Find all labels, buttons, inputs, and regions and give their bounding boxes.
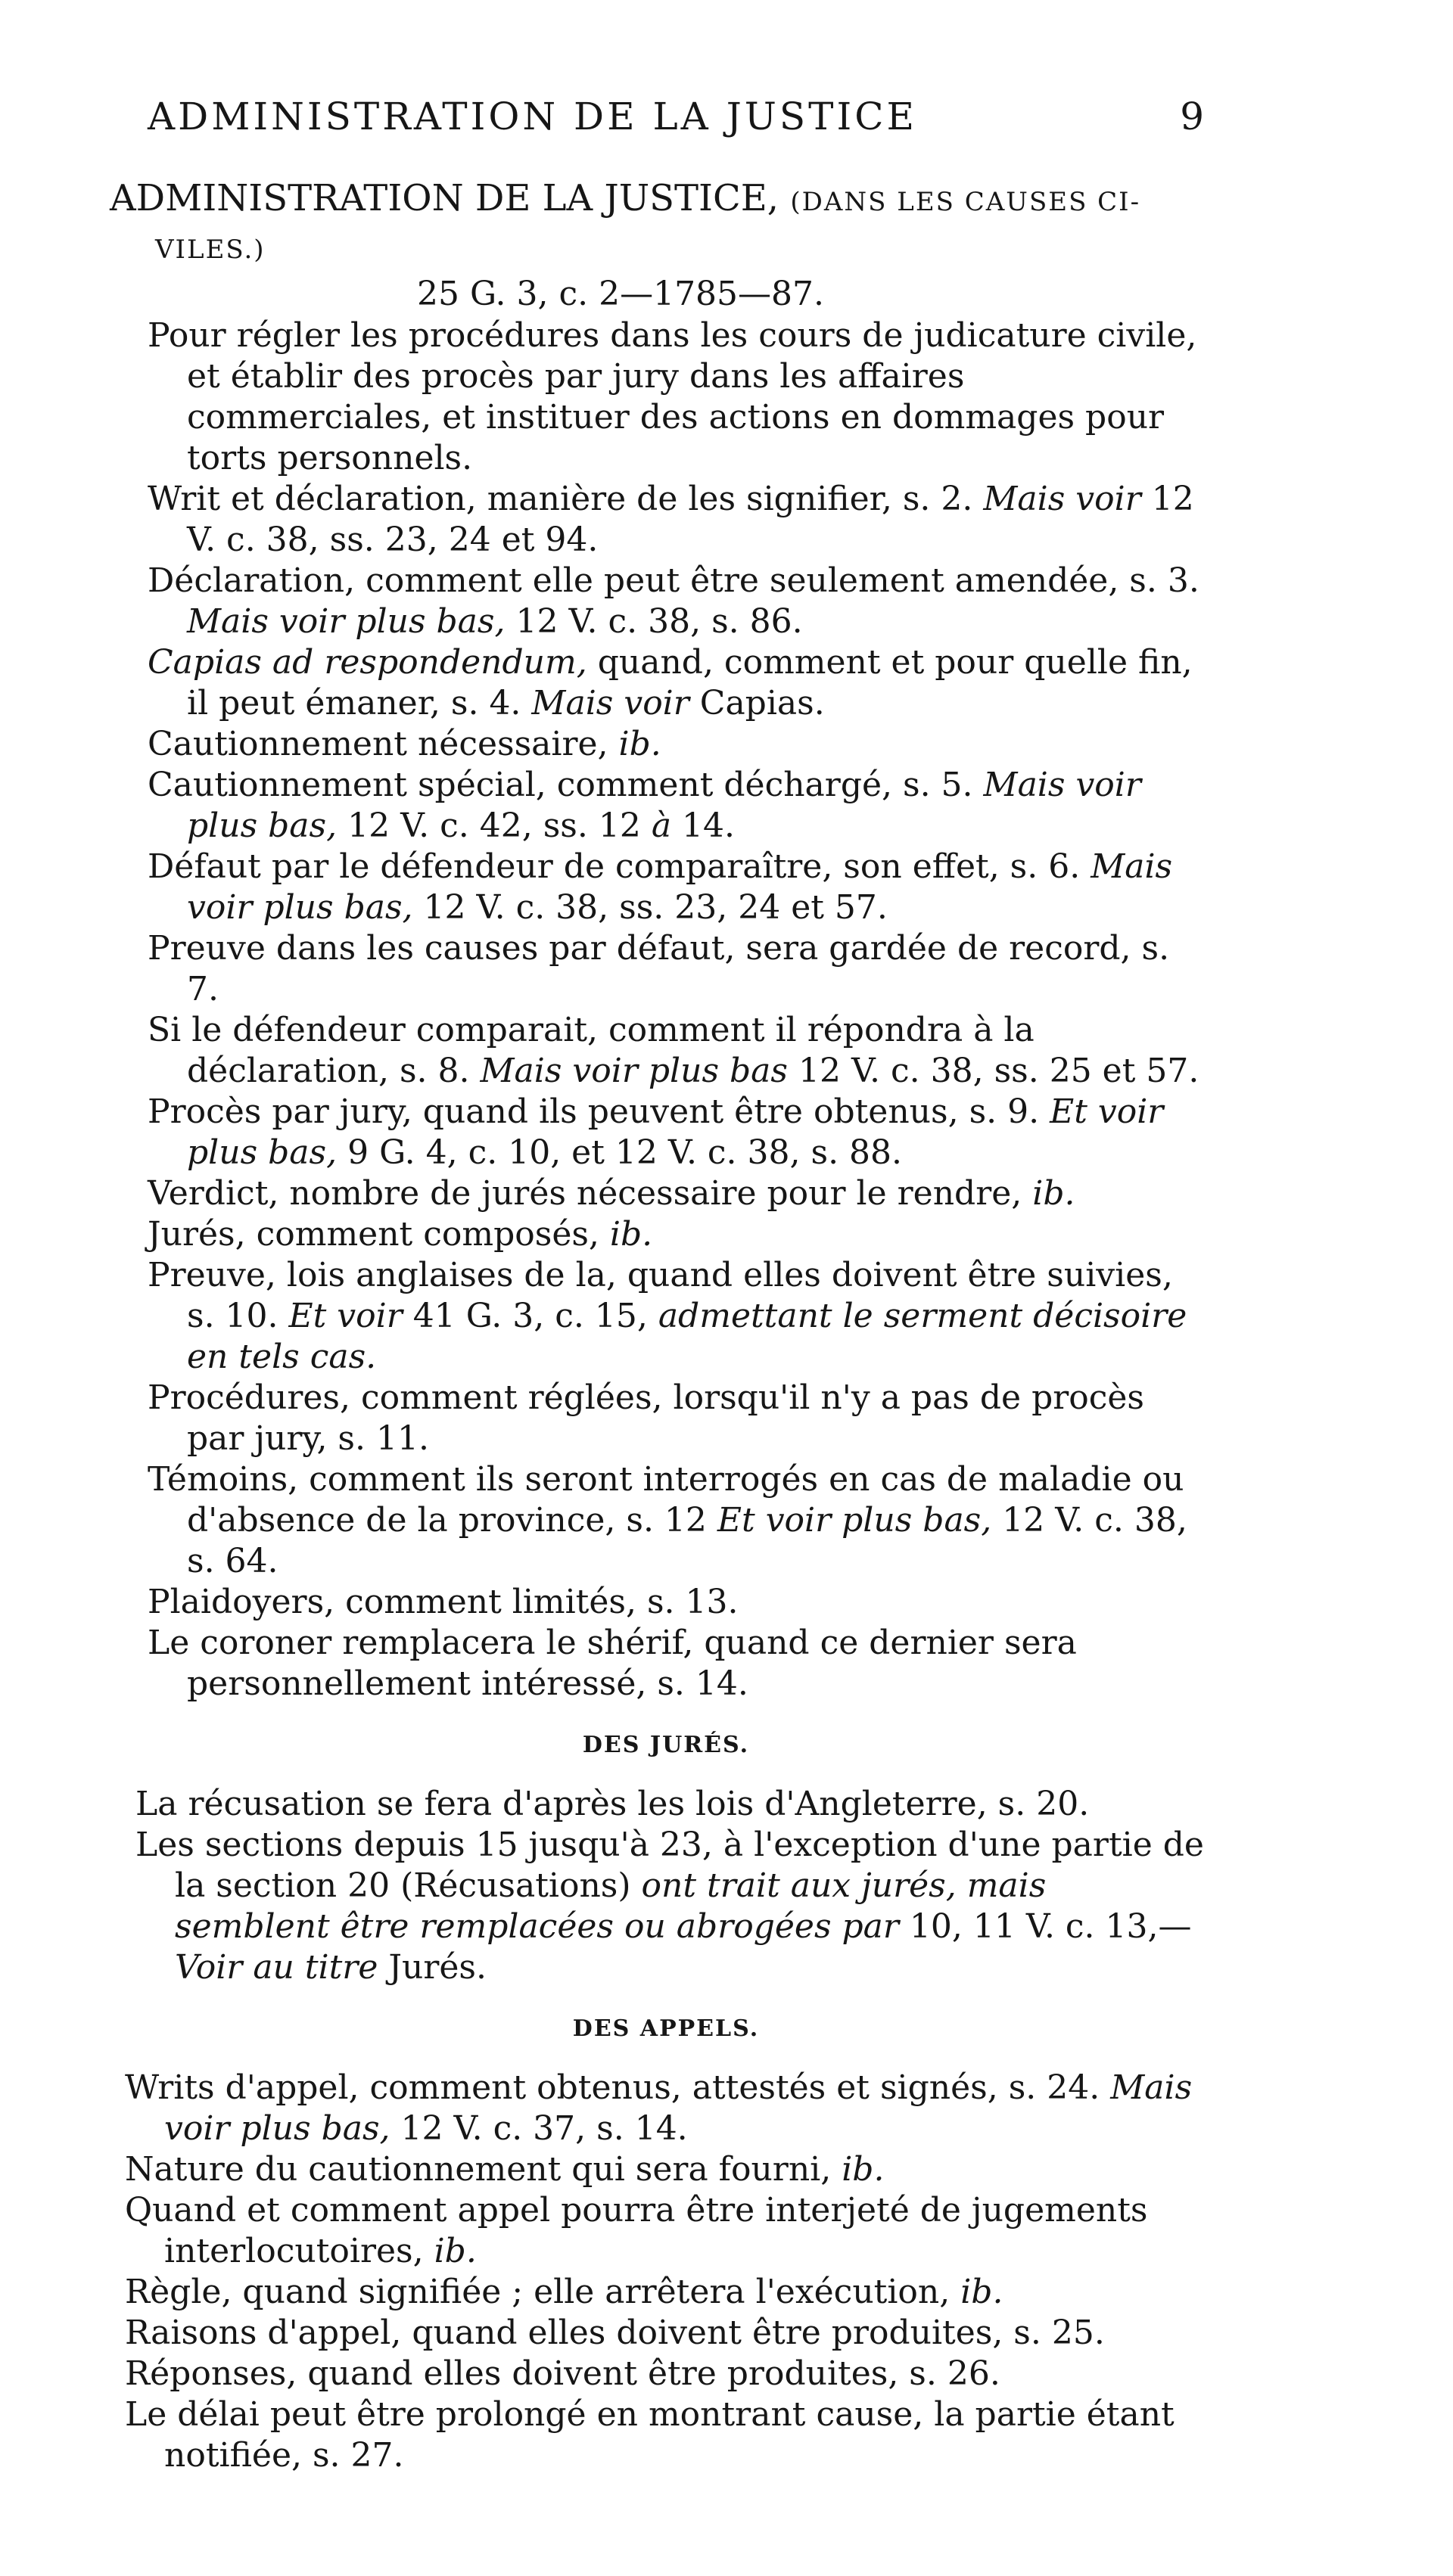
entry-text: 12 V. c. 38, ss. 23, 24 et 57. [412,888,888,927]
entry-text: Plaidoyers, comment limités, s. 13. [148,1583,739,1621]
entry-text: Le délai peut être prolongé en montrant cause, la partie étant notifiée, s. 27. [125,2395,1175,2475]
entry-italic-text: ont trait aux jurés, mais semblent être remplacées ou abrogées par [175,1866,1047,1946]
entry-text: Témoins, comment ils seront interrogés en cas de maladie ou d'absence de la province, s. 12 [148,1460,1184,1540]
index-entry [125,2068,1207,2149]
entry-text: 12 V. c. 42, ss. 12 [337,806,652,845]
entries-list-jures [125,1784,1207,1988]
entry-text: Déclaration, comment elle peut être seulement amendée, s. 3. [148,561,1199,600]
index-entry [148,315,1207,479]
entry-text: Pour régler les procédures dans les cours de judicature civile, et établir des procès par jury dans les affaires commerciales, et instituer des actions en dommages pour torts personnels. [148,316,1197,477]
entries-list-main [125,315,1207,1704]
index-entry [148,642,1207,724]
entry-text: Preuve, lois anglaises de la, quand elles doivent être suivies, s. 10. [148,1256,1173,1335]
index-entry [125,2149,1207,2190]
entry-italic-text: Et voir plus bas, [717,1501,992,1540]
index-entry [135,1784,1207,1825]
entry-text: Jurés. [378,1948,487,1987]
entry-italic-text: à [651,806,672,845]
entry-text: Nature du cautionnement qui sera fourni, [125,2150,842,2189]
entry-text: Preuve dans les causes par défaut, sera gardée de record, s. 7. [148,929,1170,1008]
index-entry [125,2272,1207,2313]
entry-italic-text: ib. [609,1215,653,1254]
entry-text: 10, 11 V. c. 13,— [898,1907,1192,1946]
entry-text: 12 V. c. 38, ss. 23, 24 et 94. [187,480,1194,559]
entry-italic-text: Voir au titre [175,1948,378,1987]
entry-italic-text: Mais voir [531,684,689,722]
entry-text: Réponses, quand elles doivent être produites, s. 26. [125,2354,1000,2393]
entry-text: 12 V. c. 38, ss. 25 et 57. [787,1052,1199,1090]
entry-italic-text: Mais voir plus bas, [164,2068,1193,2148]
index-entry [148,847,1207,928]
index-entry [148,1582,1207,1623]
entry-text: 9 G. 4, c. 10, et 12 V. c. 38, s. 88. [337,1133,903,1172]
entry-italic-text: ib. [434,2232,477,2270]
statute-reference: 25 G. 3, c. 2—1785—87. [416,275,825,313]
index-entry [148,1378,1207,1459]
entry-text: Jurés, comment composés, [148,1215,610,1254]
entry-italic-text: ib. [842,2150,885,2189]
entry-text: quand, comment et pour quelle fin, il peut émaner, s. 4. [187,643,1193,722]
entry-text: Procès par jury, quand ils peuvent être obtenus, s. 9. [148,1092,1050,1131]
index-entry [125,2190,1207,2272]
entry-italic-text: Mais voir plus bas, [187,847,1173,927]
heading-des-appels: DES APPELS. [572,2015,760,2042]
entry-text: Capias. [689,684,825,722]
entry-italic-text: Et voir [288,1297,403,1335]
index-entry [148,928,1207,1010]
section-title-subtitle: (DANS LES CAUSES CI- [790,187,1141,217]
entry-italic-text: Et voir plus bas, [187,1092,1164,1172]
index-entry [148,1092,1207,1173]
entry-text: 12 V. c. 37, s. 14. [390,2109,688,2148]
entry-text: 14. [671,806,736,845]
entry-text: 12 V. c. 38, s. 86. [505,602,803,641]
index-entry [148,561,1207,642]
entry-text: Les sections depuis 15 jusqu'à 23, à l'exception d'une partie de la section 20 (Récusations) [135,1826,1204,1905]
index-entry [148,1623,1207,1704]
entry-italic-text: ib. [960,2273,1003,2311]
index-entry [148,765,1207,847]
entry-text: 12 V. c. 38, s. 64. [187,1501,1187,1580]
entry-italic-text: Mais voir plus bas, [187,766,1141,845]
entry-text: Cautionnement spécial, comment déchargé, s. 5. [148,766,984,804]
entry-text: La récusation se fera d'après les lois d'Angleterre, s. 20. [135,1785,1090,1823]
index-entry [148,479,1207,561]
entry-italic-text: ib. [618,725,661,763]
index-entry [148,1255,1207,1378]
running-head [125,95,1207,155]
entry-italic-text: Capias ad respondendum, [148,643,587,682]
heading-des-jures: DES JURÉS. [582,1732,750,1758]
entry-text: Règle, quand signifiée ; elle arrêtera l'exécution, [125,2273,961,2311]
entry-text: Si le défendeur comparait, comment il répondra à la déclaration, s. 8. [148,1011,1035,1090]
index-entry [148,1173,1207,1214]
section-title-main: ADMINISTRATION DE LA JUSTICE, [110,177,779,219]
entry-text: Writs d'appel, comment obtenus, attestés et signés, s. 24. [125,2068,1111,2107]
entry-italic-text: admettant le serment décisoire en tels cas. [187,1297,1187,1376]
index-entry [125,2394,1207,2476]
entry-text: Le coroner remplacera le shérif, quand ce dernier sera personnellement intéressé, s. 14. [148,1624,1077,1703]
entries-list-appels [125,2068,1207,2476]
section-title [110,176,1207,272]
running-head-title: ADMINISTRATION DE LA JUSTICE [148,95,917,138]
index-entry [125,2354,1207,2394]
section-title-subtitle-cont: VILES.) [155,235,266,265]
index-entry [148,1214,1207,1255]
entry-text: Cautionnement nécessaire, [148,725,619,763]
entry-italic-text: Mais voir [983,480,1141,518]
entry-text: Quand et comment appel pourra être interjeté de jugements interlocutoires, [125,2191,1148,2270]
entry-text: Raisons d'appel, quand elles doivent être produites, s. 25. [125,2313,1105,2352]
entry-italic-text: Mais voir plus bas [480,1052,788,1090]
page-number: 9 [1180,95,1207,138]
entry-text: Défaut par le défendeur de comparaître, son effet, s. 6. [148,847,1091,886]
index-entry [125,2313,1207,2354]
entry-text: 41 G. 3, c. 15, [402,1297,658,1335]
entry-text: Procédures, comment réglées, lorsqu'il n'y a pas de procès par jury, s. 11. [148,1378,1145,1458]
entry-text: Writ et déclaration, manière de les signifier, s. 2. [148,480,984,518]
index-entry [148,1459,1207,1582]
index-entry [148,724,1207,765]
page [110,95,1207,2476]
entry-italic-text: ib. [1032,1174,1075,1213]
entry-text: Verdict, nombre de jurés nécessaire pour le rendre, [148,1174,1033,1213]
index-entry [135,1825,1207,1988]
entry-italic-text: Mais voir plus bas, [187,602,506,641]
index-entry [148,1010,1207,1092]
